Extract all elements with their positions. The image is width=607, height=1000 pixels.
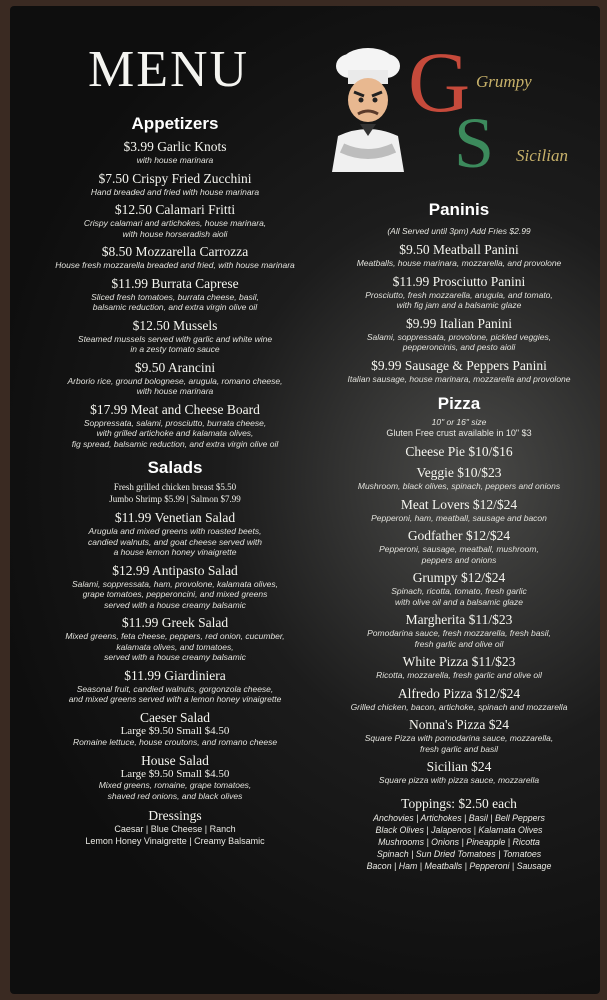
item-desc: Mixed greens, romaine, grape tomatoes, shaved red onions, and black olives — [98, 780, 252, 801]
menu-item — [30, 276, 320, 313]
item-name: $3.99 Garlic Knots — [123, 139, 227, 154]
menu-item — [30, 402, 320, 450]
item-name: Caeser Salad — [139, 709, 211, 725]
menu-item — [30, 202, 320, 239]
item-name: $7.50 Crispy Fried Zucchini — [98, 170, 252, 186]
item-desc: Seasonal fruit, candied walnuts, gorgonzola cheese, and mixed greens served with a lemon honey vinaigrette — [68, 683, 282, 704]
menu-item — [326, 612, 592, 649]
menu-item — [326, 717, 592, 754]
item-desc: Spinach, ricotta, tomato, fresh garlic with olive oil and a balsamic glaze — [391, 586, 527, 607]
item-name: $12.50 Mussels — [132, 317, 218, 333]
right-column — [326, 200, 592, 872]
menu-item — [326, 444, 592, 460]
appetizers-heading: Appetizers — [131, 114, 219, 133]
paninis-heading: Paninis — [428, 200, 490, 219]
paninis-note: (All Served until 3pm) Add Fries $2.99 — [387, 226, 531, 236]
item-name: $11.99 Prosciutto Panini — [392, 273, 526, 289]
chef-logo-icon — [320, 44, 416, 172]
logo-letter-s: S — [454, 103, 495, 183]
pizza-note-2: Gluten Free crust available in 10" $3 — [386, 428, 532, 438]
item-desc: Pomodarina sauce, fresh mozzarella, fresh basil, fresh garlic and olive oil — [367, 628, 551, 649]
menu-item — [30, 710, 320, 748]
item-desc: Hand breaded and fried with house marinara — [90, 186, 260, 197]
pizza-heading: Pizza — [437, 394, 481, 413]
item-name: $9.99 Sausage & Peppers Panini — [371, 357, 547, 373]
item-name: Godfather $12/$24 — [407, 528, 511, 543]
paninis-list — [326, 242, 592, 384]
menu-item — [326, 686, 592, 713]
item-desc: Pepperoni, sausage, meatball, mushroom, peppers and onions — [379, 544, 539, 565]
item-desc: Prosciutto, fresh mozzarella, arugula, and tomato, with fig jam and a balsamic glaze — [365, 289, 553, 310]
item-name: $11.99 Venetian Salad — [114, 510, 236, 525]
item-desc: Crispy calamari and artichokes, house marinara, with house horseradish aioli — [83, 218, 267, 239]
salads-heading: Salads — [147, 458, 203, 477]
item-name: Margherita $11/$23 — [405, 612, 513, 627]
item-desc: Square Pizza with pomodarina sauce, mozzarella, fresh garlic and basil — [364, 733, 554, 754]
item-desc: Salami, soppressata, ham, provolone, kalamata olives, grape tomatoes, pepperoncini, and mixed greens served with a house creamy balsamic — [72, 578, 278, 610]
topping-line: Anchovies | Artichokes | Basil | Bell Peppers — [373, 812, 545, 823]
menu-item — [326, 358, 592, 385]
item-name: $9.50 Meatball Panini — [399, 242, 519, 257]
dressings-line: Caesar | Blue Cheese | Ranch — [114, 824, 236, 834]
item-desc: Italian sausage, house marinara, mozzarella and provolone — [347, 373, 571, 384]
menu-board — [10, 6, 600, 994]
menu-item — [30, 139, 320, 166]
menu-item — [326, 465, 592, 492]
menu-item — [30, 563, 320, 611]
logo-letter-g: G — [408, 34, 471, 130]
item-desc: Mixed greens, feta cheese, peppers, red onion, cucumber, kalamata olives, and tomatoes, served with a house creamy balsamic — [65, 631, 285, 662]
item-desc: Grilled chicken, bacon, artichoke, spinach and mozzarella — [350, 701, 568, 712]
dressings-heading: Dressings — [148, 808, 202, 823]
item-desc: Steamed mussels served with garlic and white wine in a zesty tomato sauce — [77, 333, 273, 354]
item-desc: Salami, soppressata, provolone, pickled veggies, pepperoncinis, and pesto aioli — [366, 331, 552, 352]
item-name: Sicilian $24 — [426, 759, 492, 774]
menu-item — [30, 753, 320, 802]
menu-title: MENU — [88, 41, 250, 98]
item-name: Nonna's Pizza $24 — [409, 717, 509, 732]
topping-line: Black Olives | Jalapenos | Kalamata Olives — [375, 824, 543, 835]
dressings-line: Lemon Honey Vinaigrette | Creamy Balsamic — [85, 835, 265, 846]
item-desc: Soppressata, salami, prosciutto, burrata cheese, with grilled artichoke and kalamata olives, fig spread, balsamic reduction, and extra virgin olive oil — [71, 417, 279, 449]
item-desc: Pepperoni, ham, meatball, sausage and bacon — [371, 512, 547, 523]
menu-item — [30, 171, 320, 198]
menu-item — [30, 360, 320, 397]
topping-line: Bacon | Ham | Meatballs | Pepperoni | Sausage — [366, 860, 552, 871]
item-desc: Arugula and mixed greens with roasted beets, candied walnuts, and goat cheese served with a house lemon honey vinaigrette — [88, 526, 262, 557]
menu-item — [30, 244, 320, 271]
menu-item — [326, 759, 592, 786]
item-name: Grumpy $12/$24 — [412, 570, 506, 585]
topping-line: Mushrooms | Onions | Pineapple | Ricotta — [378, 836, 540, 847]
toppings-list — [326, 812, 592, 872]
item-name: $11.99 Giardiniera — [124, 667, 226, 683]
menu-item — [326, 570, 592, 607]
pizza-note-1: 10" or 16" size — [431, 417, 487, 427]
item-price: Large $9.50 Small $4.50 — [120, 724, 230, 737]
item-desc: House fresh mozzarella breaded and fried, with house marinara — [55, 260, 295, 270]
item-desc: Ricotta, mozzarella, fresh garlic and olive oil — [376, 670, 542, 680]
item-name: Meat Lovers $12/$24 — [400, 496, 518, 512]
menu-item — [326, 497, 592, 524]
item-desc: Sliced fresh tomatoes, burrata cheese, basil, balsamic reduction, and extra virgin olive oil — [91, 291, 259, 312]
menu-item — [30, 318, 320, 355]
menu-item — [30, 510, 320, 558]
menu-item — [326, 316, 592, 353]
item-desc: Square pizza with pizza sauce, mozzarella — [378, 775, 540, 785]
salads-list — [30, 510, 320, 705]
item-desc: with house marinara — [136, 155, 214, 165]
toppings-heading: Toppings: $2.50 each — [401, 795, 517, 811]
item-desc: Meatballs, house marinara, mozzarella, and provolone — [356, 258, 562, 268]
menu-item — [30, 668, 320, 705]
item-price: Large $9.50 Small $4.50 — [120, 767, 230, 780]
item-name: House Salad — [141, 752, 209, 768]
logo-word-2: Sicilian — [516, 146, 568, 165]
appetizers-list — [30, 139, 320, 449]
topping-line: Spinach | Sun Dried Tomatoes | Tomatoes — [376, 848, 542, 859]
salads-extra-2: Jumbo Shrimp $5.99 | Salmon $7.99 — [109, 493, 241, 504]
menu-item — [326, 242, 592, 269]
item-name: Cheese Pie $10/$16 — [405, 444, 513, 459]
item-name: Alfredo Pizza $12/$24 — [397, 685, 521, 701]
item-name: White Pizza $11/$23 — [402, 654, 516, 669]
item-name: $8.50 Mozzarella Carrozza — [101, 244, 249, 259]
menu-item — [30, 615, 320, 663]
left-column — [30, 114, 320, 847]
pizza-list — [326, 444, 592, 786]
menu-item — [326, 528, 592, 565]
item-name: $12.99 Antipasto Salad — [112, 562, 238, 578]
menu-item — [326, 274, 592, 311]
item-name: Veggie $10/$23 — [416, 465, 502, 480]
menu-item — [326, 654, 592, 681]
item-name: $9.99 Italian Panini — [405, 315, 513, 331]
item-name: $12.50 Calamari Fritti — [114, 202, 236, 217]
item-name: $11.99 Greek Salad — [121, 615, 229, 630]
item-desc: Romaine lettuce, house croutons, and romano cheese — [72, 737, 278, 747]
salads-extra-1: Fresh grilled chicken breast $5.50 — [113, 482, 237, 492]
item-name: $11.99 Burrata Caprese — [111, 275, 239, 291]
item-desc: Arborio rice, ground bolognese, arugula, romano cheese, with house marinara — [67, 375, 283, 396]
item-name: $9.50 Arancini — [134, 359, 216, 375]
logo-word-1: Grumpy — [476, 72, 532, 91]
item-desc: Mushroom, black olives, spinach, peppers and onions — [357, 481, 561, 491]
item-name: $17.99 Meat and Cheese Board — [90, 401, 260, 417]
